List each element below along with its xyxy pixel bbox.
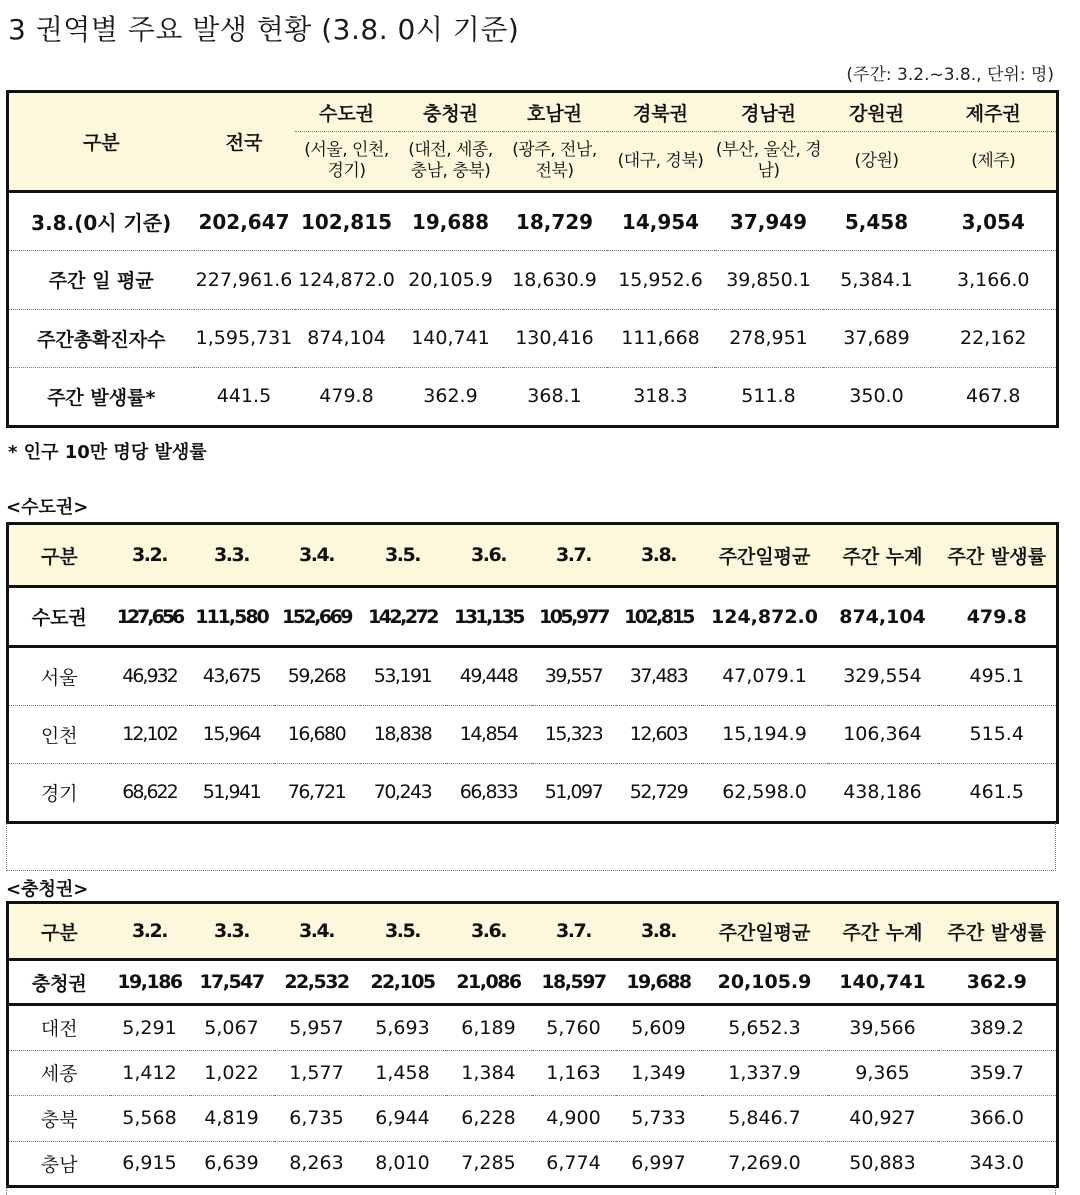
table-cell: 511.8 [741, 385, 796, 408]
dotted-spacer [6, 1186, 1056, 1195]
table-cell: 479.8 [938, 587, 1058, 647]
row-label: 세종 [8, 1050, 110, 1096]
table-cell: 461.5 [969, 781, 1024, 804]
table-cell: 18,838 [360, 705, 446, 764]
table-cell: 5,693 [360, 1005, 446, 1051]
column-header: 3.5. [360, 524, 446, 587]
table-cell: 18,597 [532, 960, 616, 1005]
table-cell: 874,104 [828, 587, 938, 647]
table-cell: 142,272 [360, 587, 446, 647]
table-cell: 515.4 [938, 705, 1058, 764]
row-label: 주간 발생률* [47, 386, 156, 409]
table-cell: 368.1 [527, 385, 582, 408]
table-cell: 124,872.0 [295, 251, 399, 310]
table-cell: 52,729 [629, 781, 688, 804]
column-header: 3.3. [190, 524, 274, 587]
table-row [8, 587, 1058, 647]
table-cell: 111,668 [607, 309, 715, 368]
table-cell: 1,412 [110, 1050, 190, 1096]
column-header: 3.6. [446, 524, 532, 587]
column-header: 주간일평균 [702, 903, 828, 960]
region-subheader: (부산, 울산, 경남) [715, 132, 823, 192]
table-cell: 21,086 [446, 960, 532, 1005]
column-header: 구분 [8, 903, 110, 960]
table-cell: 6,997 [631, 1152, 686, 1175]
column-header: 3.3. [190, 903, 274, 960]
row-label: 충북 [8, 1096, 110, 1142]
table-cell: 3,166.0 [931, 251, 1058, 310]
table-cell: 43,675 [190, 647, 274, 706]
row-label: 충청권 [8, 960, 110, 1005]
table-cell: 15,323 [532, 705, 616, 764]
table-cell: 127,656 [110, 587, 190, 647]
column-header: 3.8. [616, 903, 702, 960]
table-cell: 131,135 [446, 587, 532, 647]
table-cell: 7,285 [461, 1152, 516, 1175]
table-cell: 479.8 [319, 385, 374, 408]
column-header: 3.7. [532, 524, 616, 587]
table-cell: 6,915 [122, 1152, 177, 1175]
table-cell: 5,458 [823, 192, 931, 251]
table-cell: 18,630.9 [503, 251, 607, 310]
table-cell: 6,189 [446, 1005, 532, 1051]
table-cell: 350.0 [849, 385, 904, 408]
header-row [8, 524, 1058, 587]
region-subheader: (제주) [931, 132, 1058, 192]
table-cell: 329,554 [828, 647, 938, 706]
row-label: 충남 [40, 1153, 78, 1176]
section-label-chungcheong: <충청권> [6, 879, 89, 900]
national-header: 전국 [194, 92, 295, 192]
table-row [8, 1050, 1058, 1096]
column-header: 3.8. [616, 524, 702, 587]
row-label: 주간 일 평균 [8, 251, 194, 310]
table-cell: 1,337.9 [702, 1050, 828, 1096]
table-cell: 5,067 [190, 1005, 274, 1051]
sudo-table [6, 522, 1059, 824]
table-cell: 124,872.0 [702, 587, 828, 647]
row-label: 서울 [8, 647, 110, 706]
table-cell: 389.2 [938, 1005, 1058, 1051]
table-cell: 37,949 [715, 192, 823, 251]
table-cell: 5,291 [110, 1005, 190, 1051]
region-subheader: (강원) [823, 132, 931, 192]
column-header: 주간 누계 [828, 903, 938, 960]
table-cell: 6,735 [274, 1096, 360, 1142]
region-header: 제주권 [931, 92, 1058, 132]
column-header: 3.5. [360, 903, 446, 960]
table-cell: 20,105.9 [399, 251, 503, 310]
row-label: 인천 [8, 705, 110, 764]
table-cell: 140,741 [828, 960, 938, 1005]
row-label: 3.8.(0시 기준) [8, 192, 194, 251]
table-cell: 1,022 [190, 1050, 274, 1096]
region-header: 수도권 [295, 92, 399, 132]
column-header: 3.7. [532, 903, 616, 960]
table-cell: 16,680 [274, 705, 360, 764]
table-cell: 19,688 [399, 192, 503, 251]
table-row [8, 705, 1058, 764]
column-header: 3.4. [274, 524, 360, 587]
row-label: 경기 [40, 782, 78, 805]
table-cell: 19,688 [616, 960, 702, 1005]
table-cell: 343.0 [969, 1152, 1024, 1175]
chungcheong-table [6, 901, 1059, 1188]
table-cell: 15,952.6 [607, 251, 715, 310]
column-header: 구분 [8, 524, 110, 587]
table-row [8, 192, 1058, 251]
table-cell: 15,964 [190, 705, 274, 764]
table-cell: 102,815 [616, 587, 702, 647]
table-cell: 5,609 [616, 1005, 702, 1051]
table-cell: 438,186 [843, 781, 922, 804]
table-cell: 46,932 [110, 647, 190, 706]
table-cell: 15,194.9 [702, 705, 828, 764]
table-cell: 12,102 [110, 705, 190, 764]
table-cell: 14,854 [446, 705, 532, 764]
table-cell: 1,163 [532, 1050, 616, 1096]
table-cell: 441.5 [216, 385, 272, 408]
corner-cell: 구분 [8, 92, 194, 192]
table-cell: 359.7 [938, 1050, 1058, 1096]
table-cell: 5,733 [616, 1096, 702, 1142]
table-cell: 9,365 [828, 1050, 938, 1096]
region-header: 충청권 [399, 92, 503, 132]
table-cell: 76,721 [287, 781, 346, 804]
table-cell: 278,951 [715, 309, 823, 368]
table-row [8, 368, 1058, 427]
table-row [8, 309, 1058, 368]
table-cell: 366.0 [938, 1096, 1058, 1142]
region-header: 경북권 [607, 92, 715, 132]
table-cell: 467.8 [966, 385, 1021, 408]
table-cell: 152,669 [274, 587, 360, 647]
region-header: 경남권 [715, 92, 823, 132]
table-row [8, 1005, 1058, 1051]
column-header: 3.6. [446, 903, 532, 960]
unit-note: (주간: 3.2.~3.8., 단위: 명) [846, 65, 1054, 85]
row-label: 수도권 [8, 587, 110, 647]
header-row [8, 903, 1058, 960]
table-cell: 227,961.6 [194, 251, 295, 310]
table-cell: 17,547 [190, 960, 274, 1005]
table-cell: 8,010 [375, 1152, 430, 1175]
table-cell: 20,105.9 [702, 960, 828, 1005]
region-subheader: (대구, 경북) [607, 132, 715, 192]
table-cell: 5,652.3 [702, 1005, 828, 1051]
column-header: 주간 발생률 [938, 524, 1058, 587]
table-cell: 8,263 [289, 1152, 344, 1175]
table-cell: 6,944 [360, 1096, 446, 1142]
table-row [8, 960, 1058, 1005]
table-cell: 3,054 [931, 192, 1058, 251]
table-row [8, 647, 1058, 706]
table-cell: 66,833 [459, 781, 518, 804]
table-cell: 51,941 [202, 781, 261, 804]
table-row [8, 1141, 1058, 1187]
table-cell: 1,349 [616, 1050, 702, 1096]
table-cell: 4,900 [532, 1096, 616, 1142]
table-cell: 6,639 [204, 1152, 259, 1175]
table-cell: 5,957 [274, 1005, 360, 1051]
table-cell: 6,774 [546, 1152, 601, 1175]
table-row [8, 764, 1058, 823]
table-cell: 22,105 [360, 960, 446, 1005]
table-cell: 111,580 [190, 587, 274, 647]
table-cell: 1,458 [360, 1050, 446, 1096]
region-subheader: (광주, 전남, 전북) [503, 132, 607, 192]
table-cell: 5,568 [110, 1096, 190, 1142]
table-cell: 4,819 [190, 1096, 274, 1142]
table-cell: 140,741 [399, 309, 503, 368]
table-cell: 5,384.1 [823, 251, 931, 310]
table-cell: 39,850.1 [715, 251, 823, 310]
table-cell: 495.1 [938, 647, 1058, 706]
table-cell: 6,228 [446, 1096, 532, 1142]
table-cell: 18,729 [503, 192, 607, 251]
table-cell: 14,954 [607, 192, 715, 251]
table-cell: 40,927 [828, 1096, 938, 1142]
table-cell: 59,268 [274, 647, 360, 706]
summary-header-row [8, 92, 1058, 132]
table-cell: 22,162 [931, 309, 1058, 368]
table-cell: 5,760 [532, 1005, 616, 1051]
column-header: 주간 발생률 [938, 903, 1058, 960]
table-cell: 106,364 [828, 705, 938, 764]
table-cell: 12,603 [616, 705, 702, 764]
table-cell: 19,186 [110, 960, 190, 1005]
page-title: 3 권역별 주요 발생 현황 (3.8. 0시 기준) [8, 13, 520, 46]
column-header: 3.2. [110, 524, 190, 587]
table-row [8, 251, 1058, 310]
table-cell: 874,104 [295, 309, 399, 368]
region-subheader: (서울, 인천, 경기) [295, 132, 399, 192]
column-header: 주간 누계 [828, 524, 938, 587]
column-header: 주간일평균 [702, 524, 828, 587]
table-cell: 53,191 [360, 647, 446, 706]
region-header: 호남권 [503, 92, 607, 132]
dotted-spacer [6, 823, 1056, 871]
table-cell: 7,269.0 [728, 1152, 801, 1175]
footnote: * 인구 10만 명당 발생률 [8, 442, 207, 463]
table-cell: 22,532 [274, 960, 360, 1005]
row-label: 주간총확진자수 [8, 309, 194, 368]
column-header: 3.2. [110, 903, 190, 960]
table-cell: 1,577 [274, 1050, 360, 1096]
table-cell: 47,079.1 [702, 647, 828, 706]
table-cell: 37,483 [616, 647, 702, 706]
table-cell: 68,622 [122, 781, 177, 804]
table-cell: 70,243 [373, 781, 432, 804]
table-cell: 202,647 [194, 192, 295, 251]
region-subheader: (대전, 세종, 충남, 충북) [399, 132, 503, 192]
table-cell: 318.3 [633, 385, 688, 408]
table-cell: 50,883 [849, 1152, 916, 1175]
table-row [8, 1096, 1058, 1142]
table-cell: 5,846.7 [702, 1096, 828, 1142]
section-label-sudo: <수도권> [6, 497, 89, 518]
table-cell: 362.9 [423, 385, 478, 408]
table-cell: 102,815 [295, 192, 399, 251]
table-cell: 1,384 [446, 1050, 532, 1096]
table-cell: 1,595,731 [194, 309, 295, 368]
table-cell: 37,689 [823, 309, 931, 368]
table-cell: 62,598.0 [722, 781, 807, 804]
table-cell: 105,977 [532, 587, 616, 647]
table-cell: 49,448 [446, 647, 532, 706]
table-cell: 362.9 [938, 960, 1058, 1005]
table-cell: 51,097 [544, 781, 603, 804]
table-cell: 130,416 [503, 309, 607, 368]
column-header: 3.4. [274, 903, 360, 960]
table-cell: 39,557 [532, 647, 616, 706]
table-cell: 39,566 [828, 1005, 938, 1051]
row-label: 대전 [8, 1005, 110, 1051]
summary-table [6, 90, 1059, 428]
region-header: 강원권 [823, 92, 931, 132]
